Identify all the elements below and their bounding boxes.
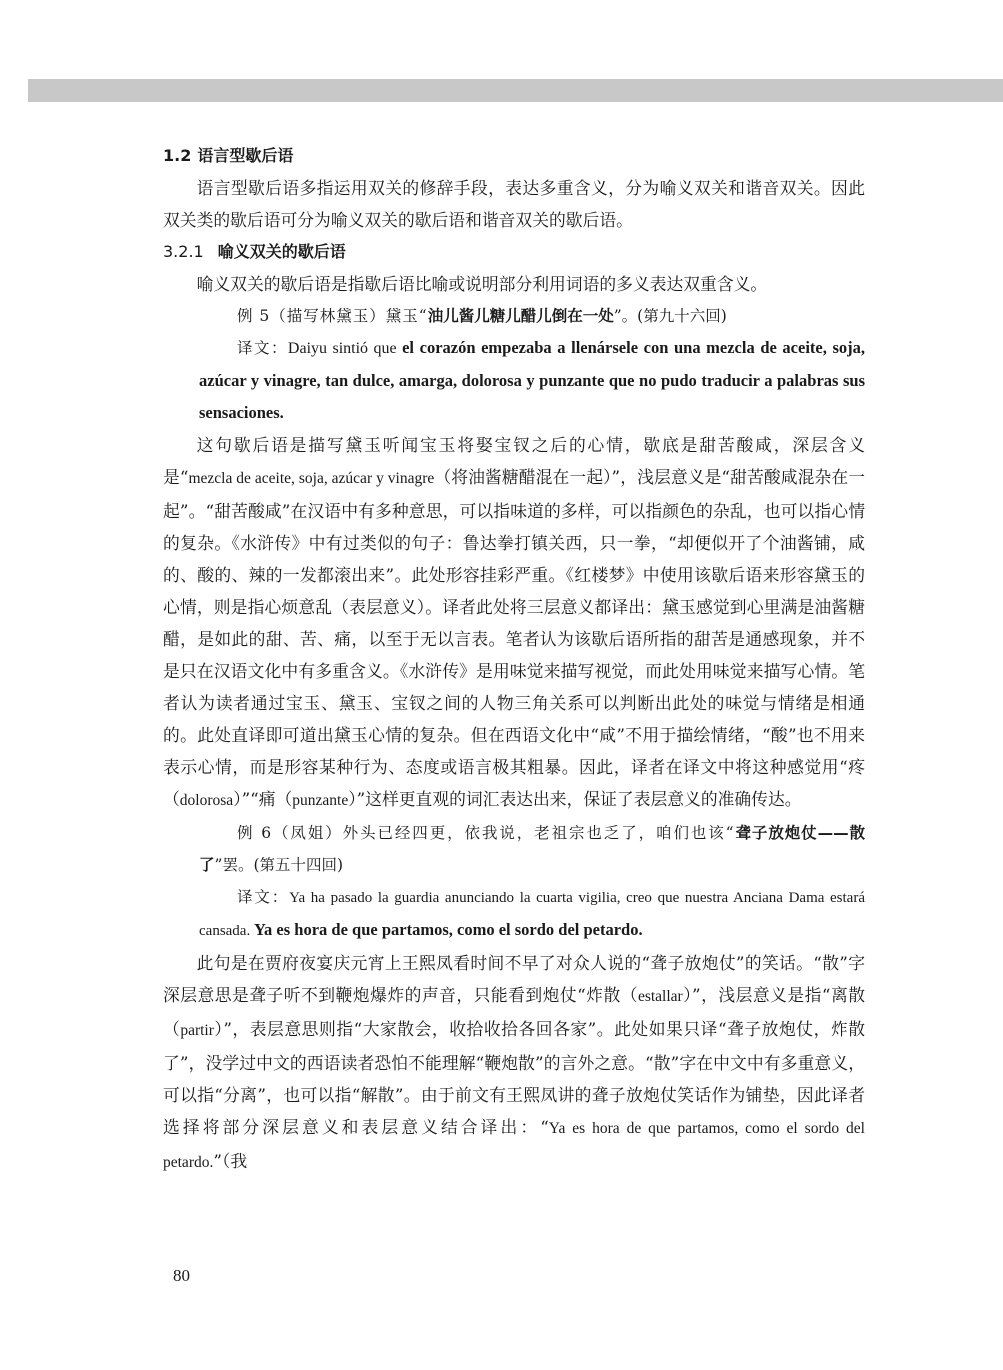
header-bar (28, 79, 1003, 102)
text-run: ）”“痛（ (233, 789, 293, 809)
translation-label: 译文： (237, 888, 290, 906)
text-run: （将油酱糖醋混在一起）”，浅层意义是“甜苦酸咸混杂在一起”。“甜苦酸咸”在汉语中有多种意思，可以指味道的多样，可以指颜色的杂乱，也可以指心情的复杂。《水浒传》中有过类似的句子：鲁达拳打镇关西，只一拳，“却便似开了个油酱铺，咸的、酸的、辣的一发都滚出来”。此处形容挂彩严重。《红楼梦》中使用该歇后语来形容黛玉的心情，则是指心烦意乱（表层意义）。译者此处将三层意义都译出：黛玉感觉到心里满是油酱糖醋，是如此的甜、苦、痛，以至于无以言表。笔者认为该歇后语所指的甜苦是通感现象，并不是只在汉语文化中有多重含义。《水浒传》是用味觉来描写视觉，而此处用味觉来描写心情。笔者认为读者通过宝玉、黛玉、宝钗之间的人物三角关系可以判断出此处的味觉与情绪是相通的。此处直译即可道出黛玉心情的复杂。但在西语文化中“咸”不用于描绘情绪，“酸”也不用来表示心情，而是形容某种行为、态度或语言极其粗暴。因此，译者在译文中将这种感觉用“疼（ (163, 467, 865, 809)
paragraph-analysis-1 (163, 429, 865, 817)
example-5-tail: ”。(第九十六回) (613, 307, 727, 325)
translation-plain: Ya ha pasado la guardia anunciando la cuarta vigilia, creo que nuestra Anciana Dama estará cansada. (199, 890, 865, 939)
translation-bold: Ya es hora de que partamos, como el sordo del petardo. (253, 920, 643, 939)
page-number: 80 (173, 1266, 190, 1285)
spanish-term: dolorosa (179, 792, 234, 809)
text-run: ）”这样更直观的词汇表达出来，保证了表层意义的准确传达。 (348, 789, 802, 809)
subsection-title: 喻义双关的歇后语 (217, 242, 346, 261)
example-6-highlight: 聋子放炮仗——散了 (199, 824, 865, 874)
translation-label: 译文： (237, 339, 288, 357)
spanish-term: Ya es hora de que partamos, como el sordo del petardo. (163, 1120, 865, 1171)
text-run: ）”，浅层意义是指“离散（ (163, 985, 865, 1039)
subsection-number: 3.2.1 (163, 242, 204, 261)
text-run: 这句歇后语是描写黛玉听闻宝玉将娶宝钗之后的心情，歇底是甜苦酸咸，深层含义是“ (163, 435, 865, 487)
paragraph-analysis-2 (163, 947, 865, 1179)
example-5 (163, 300, 865, 332)
paragraph-definition: 喻义双关的歇后语是指歇后语比喻或说明部分利用词语的多义表达双重含义。 (196, 274, 768, 294)
translation-bold: el corazón empezaba a llenársele con una mezcla de aceite, soja, azúcar y vinagre, tan dulce, amarga, dolorosa y punzante que no pudo traducir a palabras sus sensaciones. (199, 338, 865, 422)
spanish-term: partir (180, 1022, 214, 1039)
section-heading-3-2-1 (163, 236, 865, 268)
section-number: 1.2 (163, 146, 192, 165)
example-6-tail: ”罢。(第五十四回) (214, 856, 344, 874)
spanish-term: mezcla de aceite, soja, azúcar y vinagre (188, 470, 435, 487)
text-run: ”（我 (213, 1151, 248, 1171)
section-title: 语言型歇后语 (197, 146, 294, 165)
example-6 (163, 817, 865, 881)
page-content (163, 140, 865, 1179)
example-6-lead: 例 6（凤姐）外头已经四更，依我说，老祖宗也乏了，咱们也该“ (237, 824, 735, 842)
text-run: 此句是在贾府夜宴庆元宵上王熙凤看时间不早了对众人说的“聋子放炮仗”的笑话。“散”字深层意思是聋子听不到鞭炮爆炸的声音，只能看到炮仗“炸散（ (163, 953, 865, 1005)
example-5-lead: 例 5（描写林黛玉）黛玉“ (237, 307, 428, 325)
example-5-highlight: 油儿酱儿糖儿醋儿倒在一处 (427, 307, 614, 325)
translation-plain: Daiyu sintió que (287, 340, 403, 357)
section-heading-1-2 (163, 140, 865, 172)
spanish-term: estallar (637, 988, 683, 1005)
spanish-term: punzante (292, 792, 349, 809)
text-run: ）”，表层意思则指“大家散会，收拾收拾各回各家”。此处如果只译“聋子放炮仗，炸散了”，没学过中文的西语读者恐怕不能理解“鞭炮散”的言外之意。“散”字在中文中有多重意义，可以指“分离”，也可以指“解散”。由于前文有王熙凤讲的聋子放炮仗笑话作为铺垫，因此译者选择将部分深层意义和表层意义结合译出：“ (163, 1019, 865, 1137)
example-6-translation (163, 881, 865, 947)
paragraph-intro: 语言型歇后语多指运用双关的修辞手段，表达多重含义，分为喻义双关和谐音双关。因此双关类的歇后语可分为喻义双关的歇后语和谐音双关的歇后语。 (163, 178, 865, 230)
example-5-translation (163, 332, 865, 429)
